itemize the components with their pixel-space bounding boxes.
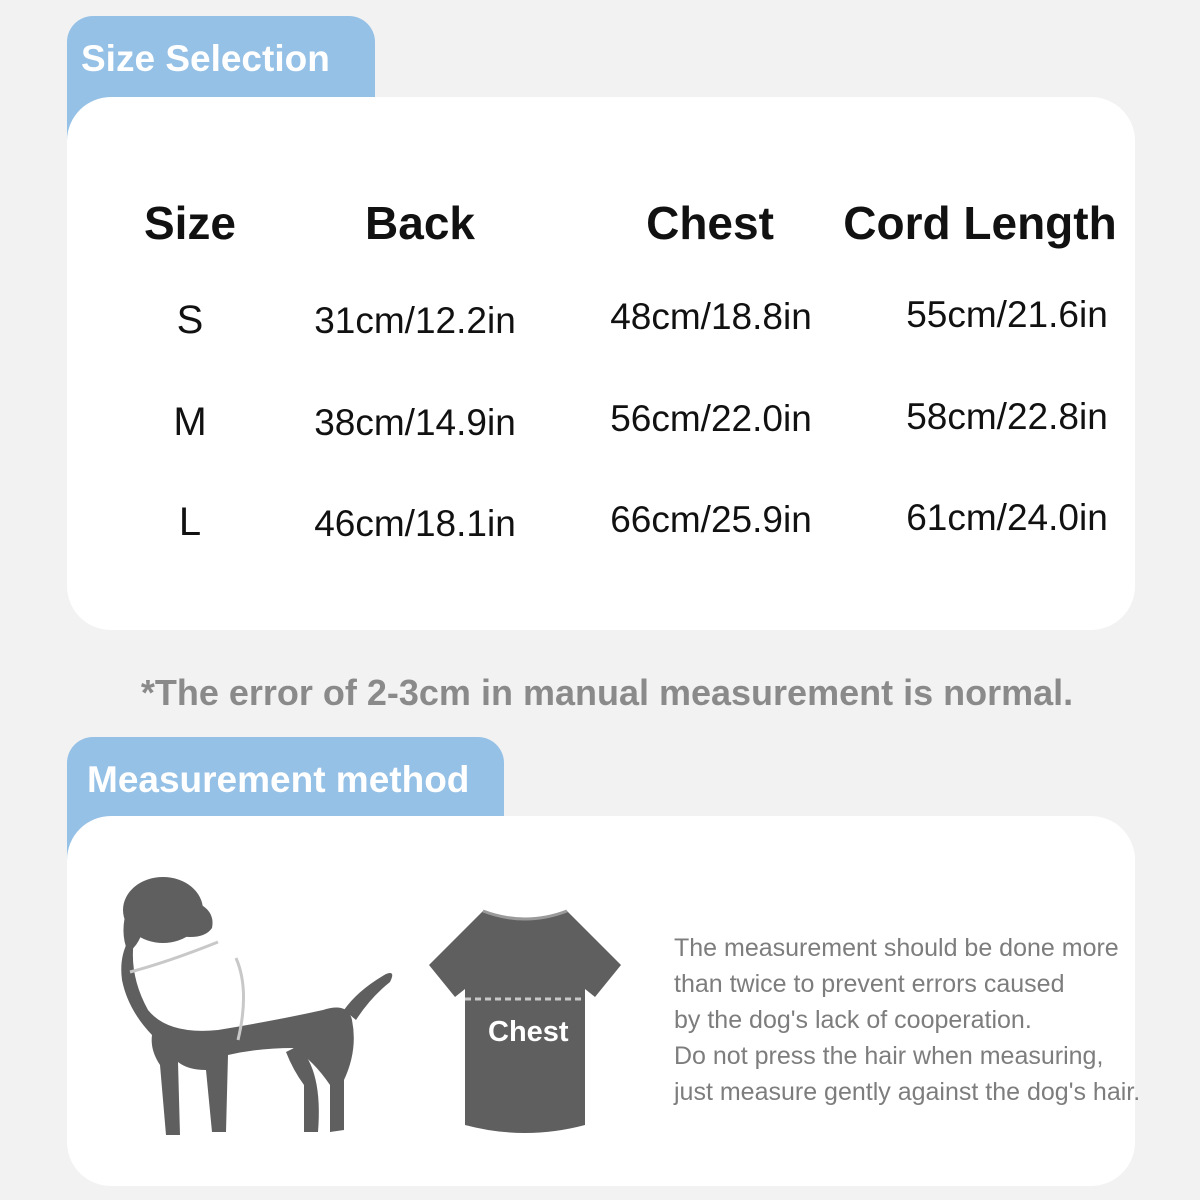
chest-cell: 56cm/22.0in [610, 398, 812, 439]
description-line: just measure gently against the dog's hair. [674, 1078, 1141, 1106]
description-line: Do not press the hair when measuring, [674, 1042, 1104, 1070]
size-selection-title: Size Selection [81, 38, 330, 79]
measurement-description [674, 930, 1144, 1110]
size-table-card [67, 97, 1135, 630]
size-cell: M [173, 400, 207, 444]
cord-cell: 58cm/22.8in [906, 396, 1108, 437]
measurement-method-title: Measurement method [87, 759, 470, 800]
header-chest: Chest [646, 197, 774, 249]
dog-chest-label: Chest [155, 996, 236, 1028]
back-cell: 31cm/12.2in [314, 300, 516, 341]
cord-cell: 55cm/21.6in [906, 294, 1108, 335]
header-cord-length: Cord Length [843, 197, 1117, 249]
cord-cell: 61cm/24.0in [906, 497, 1108, 538]
description-line: The measurement should be done more [674, 934, 1119, 962]
description-line: by the dog's lack of cooperation. [674, 1006, 1032, 1034]
chest-cell: 66cm/25.9in [610, 499, 812, 540]
size-cell: L [178, 500, 202, 544]
description-line: than twice to prevent errors caused [674, 970, 1065, 998]
measurement-error-note: *The error of 2-3cm in manual measurement is normal. [140, 672, 1074, 713]
header-back: Back [365, 197, 475, 249]
size-cell: S [176, 298, 204, 342]
dog-silhouette-icon [108, 870, 408, 1150]
header-size: Size [143, 197, 237, 249]
chest-cell: 48cm/18.8in [610, 296, 812, 337]
shirt-chest-label: Chest [488, 1016, 569, 1048]
back-cell: 46cm/18.1in [314, 503, 516, 544]
back-cell: 38cm/14.9in [314, 402, 516, 443]
